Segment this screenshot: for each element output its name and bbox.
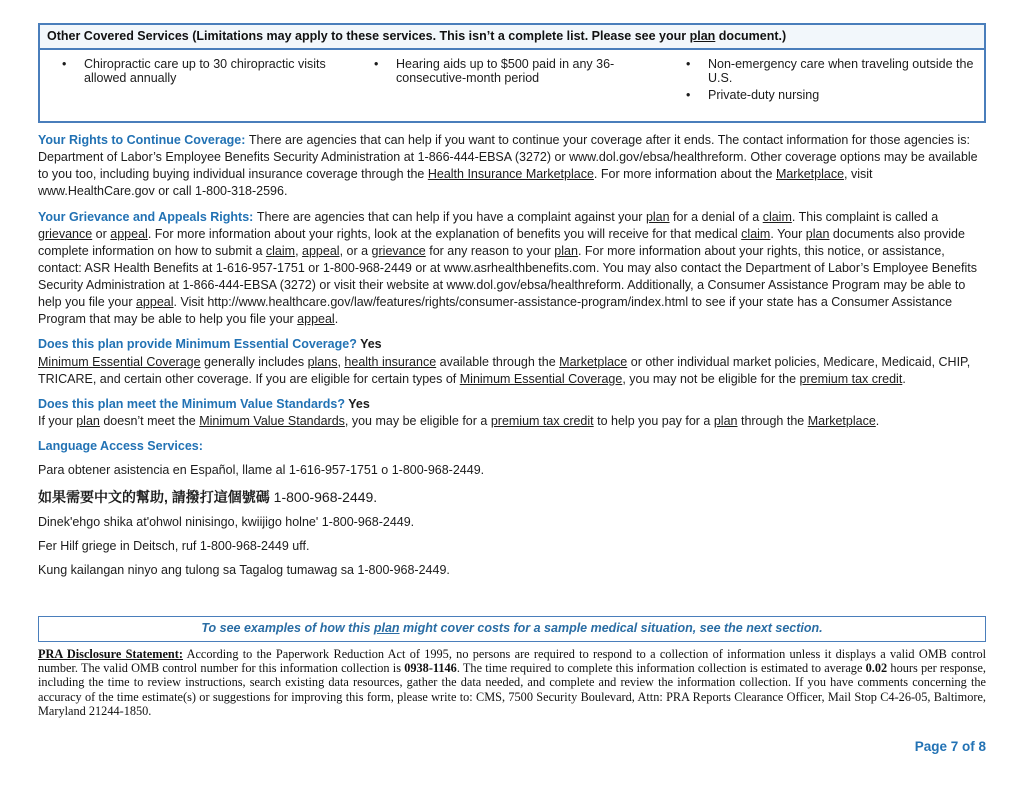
list-item <box>58 57 356 85</box>
section-heading: Your Grievance and Appeals Rights: <box>38 209 257 224</box>
minimum-essential-coverage-body <box>38 354 986 388</box>
text-run: Fer Hilf griege in Deitsch, ruf 1-800-968-2449 uff. <box>38 538 310 553</box>
ocs-column-2 <box>356 57 668 105</box>
text-run: . <box>334 312 339 327</box>
bullet-icon: • <box>686 57 691 71</box>
language-line-navajo <box>38 514 986 531</box>
minimum-value-standards-heading <box>38 396 986 413</box>
other-covered-services-header <box>40 25 984 50</box>
rights-to-continue-paragraph <box>38 132 986 201</box>
text-run: , visit www.HealthCare.gov or call 1-800-318-2596. <box>38 167 873 199</box>
glossary-term: Marketplace <box>775 167 845 182</box>
text-run: . For more information about the <box>593 167 776 182</box>
text-run: Dinek'ehgo shika at'ohwol ninisingo, kwiijigo holne' 1-800-968-2449. <box>38 514 415 529</box>
glossary-term: appeal <box>135 295 174 310</box>
language-line-chinese <box>38 488 986 507</box>
minimum-essential-coverage-heading <box>38 336 986 353</box>
text-run: Yes <box>348 396 370 411</box>
text-run: for a denial of a <box>669 209 763 224</box>
pra-disclosure-statement <box>38 647 986 719</box>
text-run: Kung kailangan ninyo ang tulong sa Tagalog tumawag sa 1-800-968-2449. <box>38 562 450 577</box>
coverage-examples-callout-text <box>45 620 979 637</box>
grievance-appeals-paragraph <box>38 209 986 329</box>
glossary-term: grievance <box>38 226 93 241</box>
other-covered-services-body <box>40 50 984 121</box>
glossary-term: plan <box>689 29 716 43</box>
glossary-term: Marketplace <box>807 413 876 428</box>
text-run: available through the <box>436 354 560 369</box>
text-run: Yes <box>360 337 382 352</box>
section-heading: Language Access Services: <box>38 439 203 453</box>
text-run: might cover costs for a sample medical situation, see the next section. <box>399 620 823 635</box>
section-heading: Does this plan provide Minimum Essential Coverage? <box>38 337 361 352</box>
glossary-term: plan <box>805 226 830 241</box>
language-line-spanish <box>38 462 986 479</box>
list-item <box>682 88 980 102</box>
glossary-term: premium tax credit <box>799 371 903 386</box>
text-run: . <box>902 371 906 386</box>
text-run: . This complaint is called a <box>791 209 939 224</box>
minimum-value-standards-body <box>38 413 986 430</box>
glossary-term: Minimum Essential Coverage <box>38 354 201 369</box>
text-run: 0.02 <box>865 661 888 676</box>
text-run: . For more information about your rights, this notice, or assistance, contact: ASR Health Benefits at 1-616-957-1751 or 1-800-968-2449 or at www.asrhealthbenefits.com. You may also contact the Department of Labor’s Employee Benefits Security Administration at 1-866-444-EBSA (3272) or visit their website at www.dol.gov/ebsa/healthreform. Additionally, a Consumer Assistance Program may be able to help you file your <box>38 243 977 310</box>
text-run: through the <box>737 413 808 428</box>
glossary-term: plan <box>645 209 670 224</box>
glossary-term: appeal <box>110 226 148 241</box>
text-run: There are agencies that can help if you have a complaint against your <box>256 209 646 224</box>
glossary-term: Minimum Essential Coverage <box>459 371 623 386</box>
list-item-text: Chiropractic care up to 30 chiropractic visits allowed annually <box>84 57 326 85</box>
list-item <box>682 57 980 85</box>
text-run: generally includes <box>200 354 308 369</box>
main-text <box>38 132 986 579</box>
text-run: , or a <box>339 243 372 258</box>
glossary-term: plan <box>713 413 738 428</box>
language-access-heading <box>38 438 986 455</box>
text-run: to help you pay for a <box>593 413 714 428</box>
glossary-term: appeal <box>302 243 340 258</box>
text-run: . For more information about your rights, look at the explanation of benefits you will receive for that medical <box>147 226 742 241</box>
text-run: Para obtener asistencia en Español, llame al 1-616-957-1751 o 1-800-968-2449. <box>38 463 485 478</box>
text-run: or <box>92 226 111 241</box>
glossary-term: appeal <box>297 312 335 327</box>
bullet-icon: • <box>62 57 67 71</box>
list-item <box>370 57 668 85</box>
text-run: . Visit http://www.healthcare.gov/law/features/rights/consumer-assistance-program/index.html to see if your state has a Consumer Assistance Program that may be able to help you file your <box>38 295 953 327</box>
text-run: doesn’t meet the <box>99 413 200 428</box>
glossary-term: health insurance <box>344 354 437 369</box>
coverage-examples-callout-box <box>38 616 986 642</box>
glossary-term: claim <box>265 243 296 258</box>
list-item-text: Non-emergency care when traveling outside the U.S. <box>708 57 974 85</box>
glossary-term: Minimum Value Standards <box>199 413 345 428</box>
list-item-text: Private-duty nursing <box>708 88 820 102</box>
bullet-icon: • <box>686 88 691 102</box>
ocs-column-1 <box>44 57 356 105</box>
text-run: 1-800-968-2449. <box>273 489 378 505</box>
page-number: Page 7 of 8 <box>914 739 986 754</box>
bullet-icon: • <box>374 57 379 71</box>
text-run: Other Covered Services (Limitations may apply to these services. This isn’t a complete list. Please see your <box>47 29 690 43</box>
glossary-term: plan <box>373 620 400 635</box>
glossary-term: plan <box>554 243 578 258</box>
glossary-term: grievance <box>371 243 426 258</box>
text-run: documents also provide complete information on how to submit a <box>38 226 965 258</box>
glossary-term: claim <box>741 226 771 241</box>
glossary-term: Health Insurance Marketplace <box>427 167 594 182</box>
text-run: , <box>295 243 303 258</box>
text-run: or other individual market policies, Medicare, Medicaid, CHIP, TRICARE, and certain other coverage. If you are eligible for certain types of <box>38 354 971 386</box>
ocs-column-3 <box>668 57 980 105</box>
glossary-term: Marketplace <box>559 354 628 369</box>
text-run: 0938-1146 <box>404 661 457 676</box>
text-run: If your <box>38 413 77 428</box>
glossary-term: plan <box>76 413 100 428</box>
text-run: 如果需要中文的幫助, 請撥打這個號碼 <box>38 489 274 505</box>
language-line-german <box>38 538 986 555</box>
language-line-tagalog <box>38 562 986 579</box>
text-run: , you may not be eligible for the <box>622 371 800 386</box>
text-run: , you may be eligible for a <box>344 413 491 428</box>
text-run: . <box>875 413 880 428</box>
glossary-term: premium tax credit <box>490 413 594 428</box>
text-run: According to the Paperwork Reduction Act of 1995, no persons are required to respond to a collection of information unless it displays a valid OMB control number. The valid OMB control number for this information collection is <box>38 646 987 676</box>
text-run: To see examples of how this <box>201 620 374 635</box>
text-run: , <box>337 354 345 369</box>
glossary-term: PRA Disclosure Statement: <box>38 646 183 661</box>
section-heading: Does this plan meet the Minimum Value Standards? <box>38 396 349 411</box>
text-run: document.) <box>715 29 787 43</box>
text-run: There are agencies that can help if you want to continue your coverage after it ends. The contact information for those agencies is: Department of Labor’s Employee Benefits Security Administration at 1-866-444-EBSA (3272) or www.dol.gov/ebsa/healthreform. Other coverage options may be available to you too, including buying individual insurance coverage through the <box>38 133 978 182</box>
text-run: . The time required to complete this information collection is estimated to average <box>456 661 866 676</box>
glossary-term: plans <box>307 354 338 369</box>
other-covered-services-table <box>38 23 986 123</box>
glossary-term: claim <box>762 209 792 224</box>
text-run: . Your <box>770 226 806 241</box>
text-run: hours per response, including the time to review instructions, search existing data resources, gather the data needed, and complete and review the information collection. If you have comments concerning the accuracy of the time estimate(s) or suggestions for improving this form, please write to: CMS, 7500 Security Boulevard, Attn: PRA Reports Clearance Officer, Mail Stop C4-26-05, Baltimore, Maryland 21244-1850. <box>38 661 987 719</box>
list-item-text: Hearing aids up to $500 paid in any 36-consecutive-month period <box>396 57 615 85</box>
text-run: for any reason to your <box>425 243 555 258</box>
section-heading: Your Rights to Continue Coverage: <box>38 133 249 147</box>
